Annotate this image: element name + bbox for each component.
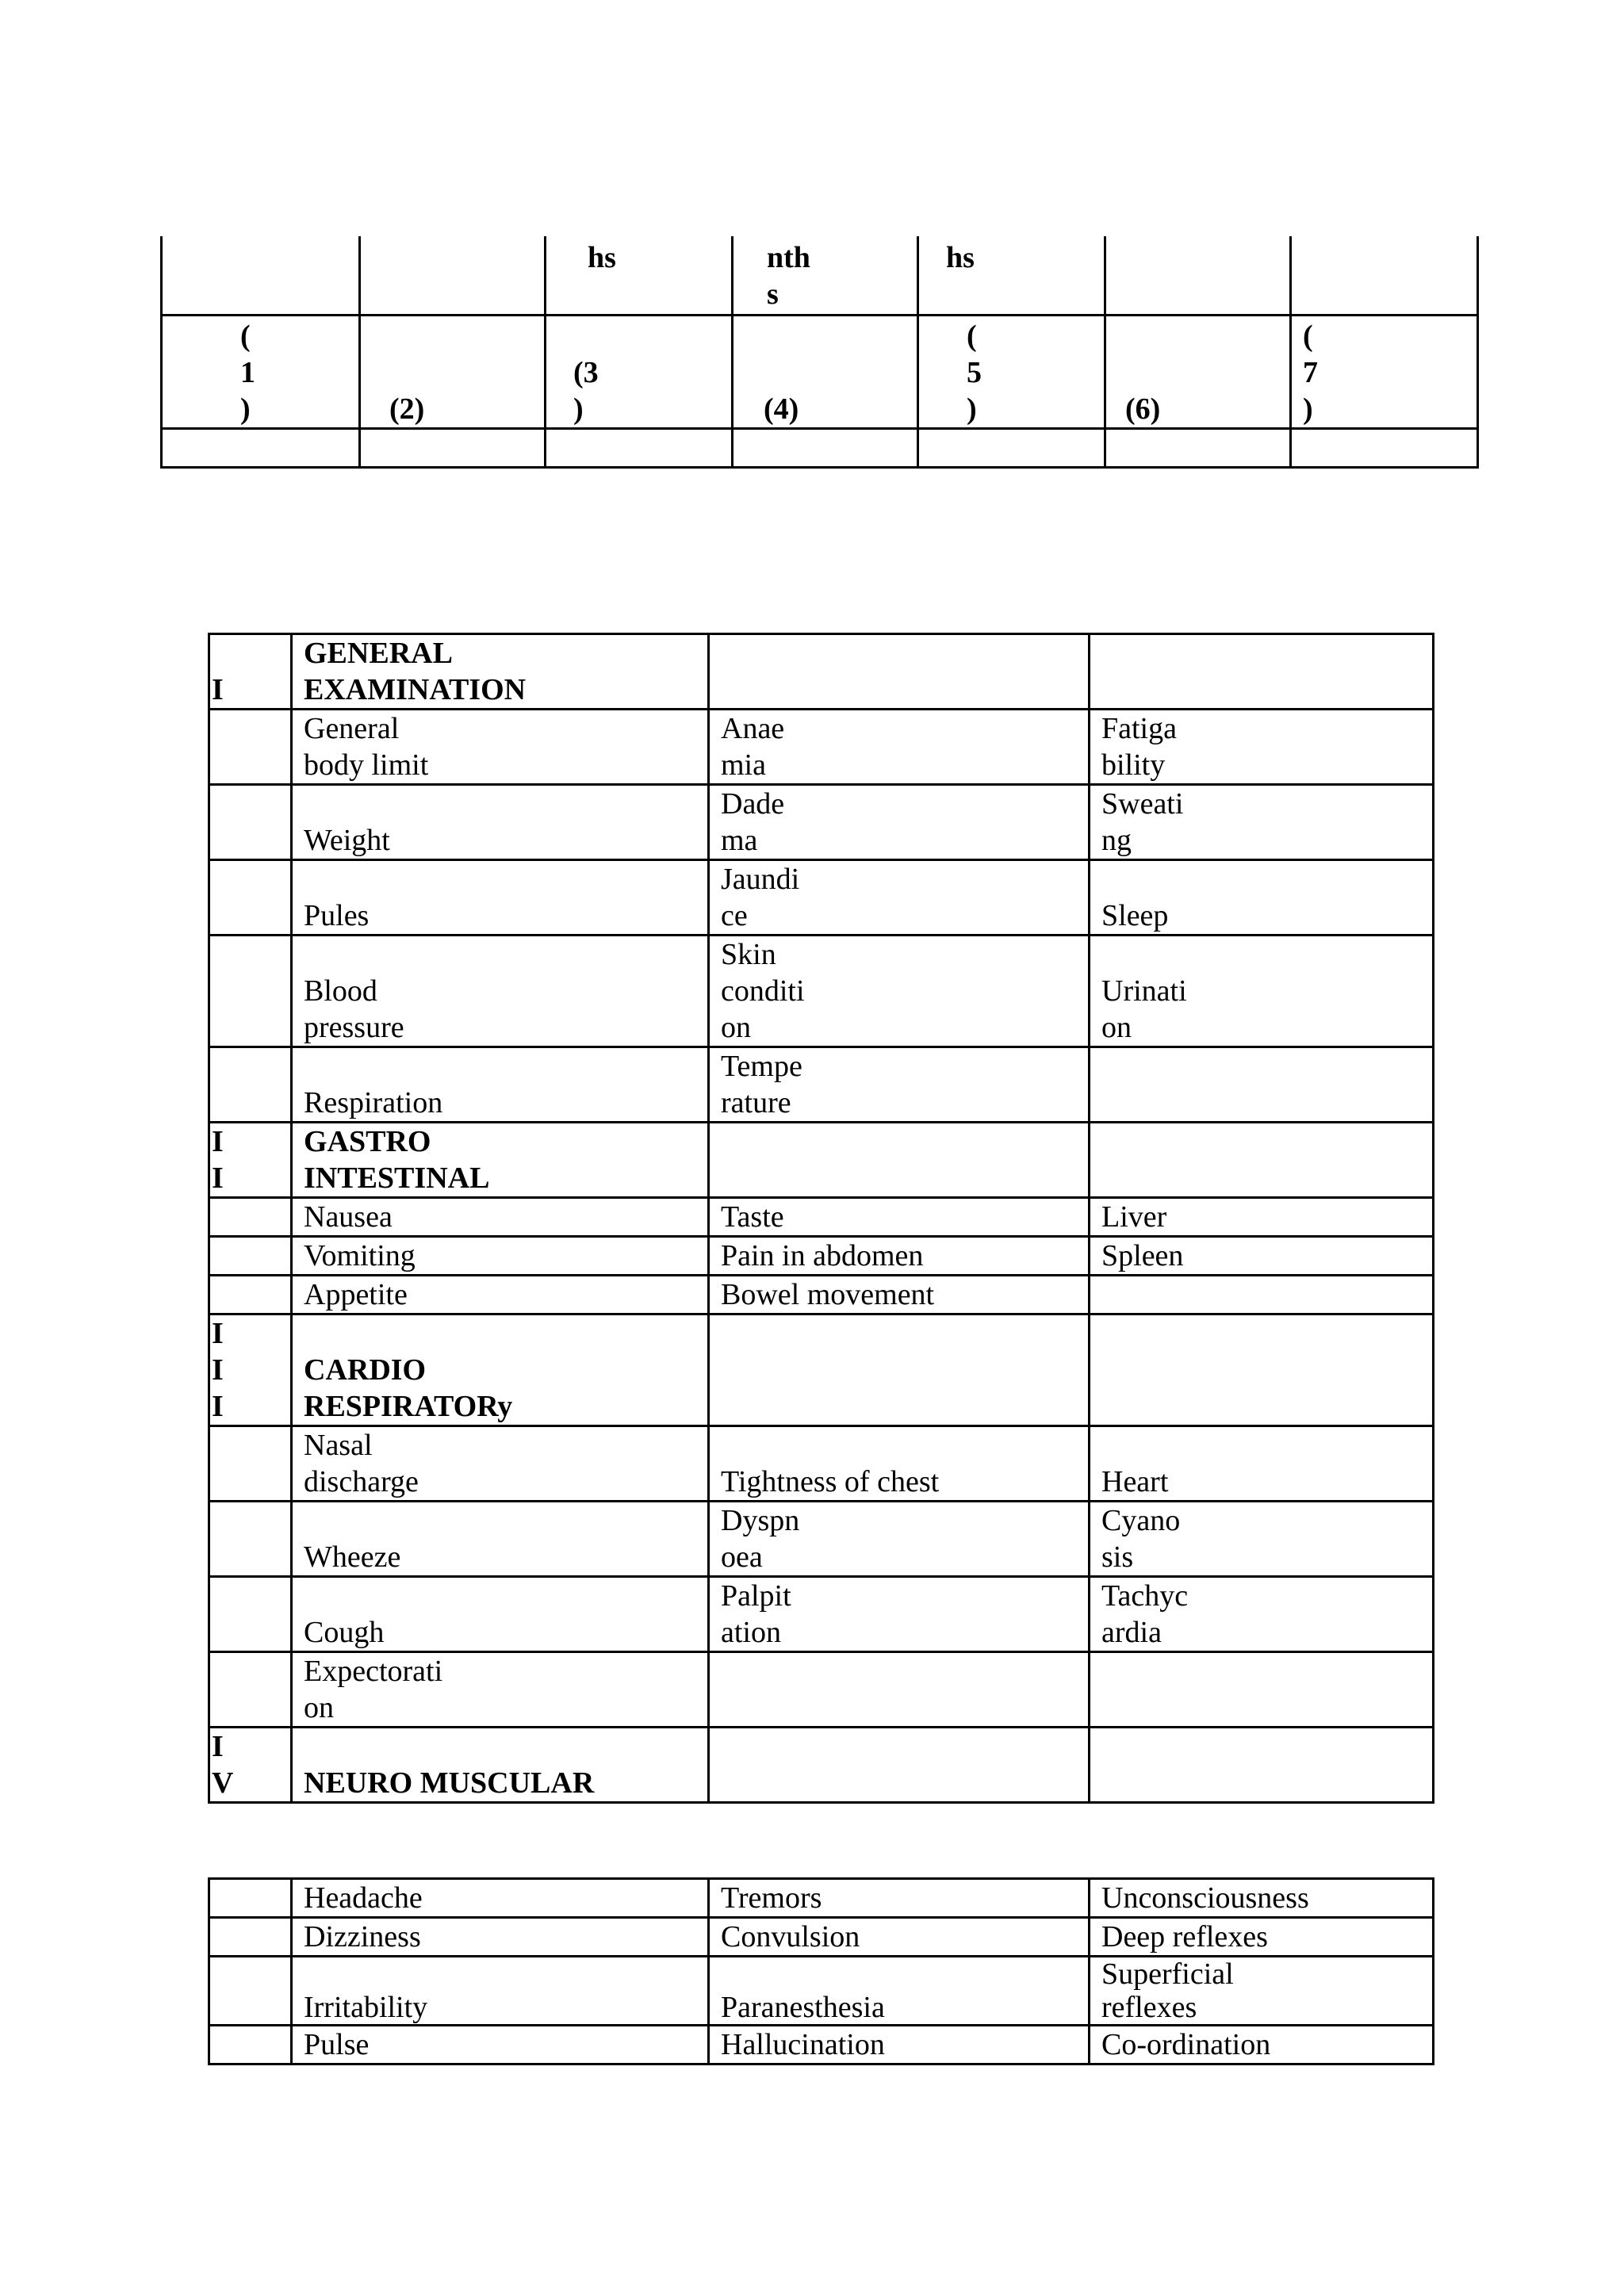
item-label: Vomiting — [292, 1237, 709, 1276]
item-label — [709, 1123, 1090, 1198]
item-label: Pulse — [292, 2026, 709, 2064]
empty-cell — [546, 429, 733, 468]
item-label — [1090, 1123, 1434, 1198]
exam-row — [209, 1426, 1434, 1502]
item-label — [1090, 634, 1434, 710]
column-number-2: (2) — [360, 316, 546, 429]
header-cell-4: nth s — [733, 236, 918, 316]
header-cell-1 — [162, 236, 360, 316]
item-label: Liver — [1090, 1198, 1434, 1237]
section-number — [209, 1918, 292, 1957]
empty-row — [162, 429, 1478, 468]
neuro-muscular-table — [208, 1877, 1434, 2065]
exam-row — [209, 860, 1434, 936]
neuro-row — [209, 2026, 1434, 2064]
section-title: GASTRO INTESTINAL — [292, 1123, 709, 1198]
item-label: Sweati ng — [1090, 785, 1434, 860]
section-number — [209, 1879, 292, 1918]
column-number-7: ( 7 ) — [1291, 316, 1478, 429]
examination-table — [208, 633, 1434, 1804]
empty-cell — [1105, 429, 1291, 468]
item-label: Tremors — [709, 1879, 1090, 1918]
item-label: Wheeze — [292, 1502, 709, 1577]
item-label: Palpit ation — [709, 1577, 1090, 1652]
item-label: Dyspn oea — [709, 1502, 1090, 1577]
item-label: Weight — [292, 785, 709, 860]
header-cell-2 — [360, 236, 546, 316]
item-label: Nausea — [292, 1198, 709, 1237]
section-title: CARDIO RESPIRATORy — [292, 1314, 709, 1426]
exam-row — [209, 1502, 1434, 1577]
item-label: Dade ma — [709, 785, 1090, 860]
item-label: Appetite — [292, 1276, 709, 1314]
section-number — [209, 785, 292, 860]
section-heading-row — [209, 1728, 1434, 1803]
item-label: Unconsciousness — [1090, 1879, 1434, 1918]
section-heading-row — [209, 634, 1434, 710]
item-label — [709, 1314, 1090, 1426]
neuro-row — [209, 1918, 1434, 1957]
section-number — [209, 1237, 292, 1276]
column-number-6: (6) — [1105, 316, 1291, 429]
item-label: Spleen — [1090, 1237, 1434, 1276]
item-label: Hallucination — [709, 2026, 1090, 2064]
column-number-4: (4) — [733, 316, 918, 429]
item-label: Skin conditi on — [709, 936, 1090, 1047]
item-label: General body limit — [292, 710, 709, 785]
section-number — [209, 1502, 292, 1577]
column-number-3: (3 ) — [546, 316, 733, 429]
empty-cell — [360, 429, 546, 468]
item-label: Bowel movement — [709, 1276, 1090, 1314]
section-number: I — [209, 634, 292, 710]
section-number — [209, 860, 292, 936]
item-label: Headache — [292, 1879, 709, 1918]
item-label: Paranesthesia — [709, 1957, 1090, 2026]
exam-row — [209, 1198, 1434, 1237]
exam-row — [209, 936, 1434, 1047]
item-label: Cough — [292, 1577, 709, 1652]
section-title: GENERAL EXAMINATION — [292, 634, 709, 710]
section-number — [209, 1426, 292, 1502]
section-number — [209, 1957, 292, 2026]
item-label: Heart — [1090, 1426, 1434, 1502]
section-heading-row — [209, 1123, 1434, 1198]
empty-cell — [733, 429, 918, 468]
section-number — [209, 1198, 292, 1237]
item-label: Dizziness — [292, 1918, 709, 1957]
item-label: Nasal discharge — [292, 1426, 709, 1502]
exam-row — [209, 1047, 1434, 1123]
item-label — [709, 634, 1090, 710]
item-label: Superficial reflexes — [1090, 1957, 1434, 2026]
item-label: Pain in abdomen — [709, 1237, 1090, 1276]
section-number — [209, 2026, 292, 2064]
header-fragment-row — [162, 236, 1478, 316]
column-number-5: ( 5 ) — [918, 316, 1105, 429]
exam-row — [209, 1652, 1434, 1728]
header-cell-6 — [1105, 236, 1291, 316]
section-number: I V — [209, 1728, 292, 1803]
item-label — [1090, 1314, 1434, 1426]
item-label: Taste — [709, 1198, 1090, 1237]
exam-row — [209, 710, 1434, 785]
section-number — [209, 1276, 292, 1314]
exam-row — [209, 1276, 1434, 1314]
item-label: Sleep — [1090, 860, 1434, 936]
item-label: Tightness of chest — [709, 1426, 1090, 1502]
section-heading-row — [209, 1314, 1434, 1426]
section-number — [209, 936, 292, 1047]
item-label: Jaundi ce — [709, 860, 1090, 936]
item-label: Tempe rature — [709, 1047, 1090, 1123]
column-number-row — [162, 316, 1478, 429]
item-label: Co-ordination — [1090, 2026, 1434, 2064]
item-label: Blood pressure — [292, 936, 709, 1047]
item-label: Anae mia — [709, 710, 1090, 785]
item-label — [1090, 1652, 1434, 1728]
exam-row — [209, 1577, 1434, 1652]
exam-row — [209, 1237, 1434, 1276]
item-label — [709, 1728, 1090, 1803]
section-number — [209, 1047, 292, 1123]
neuro-row — [209, 1957, 1434, 2026]
empty-cell — [918, 429, 1105, 468]
header-cell-7 — [1291, 236, 1478, 316]
item-label — [1090, 1728, 1434, 1803]
item-label — [1090, 1276, 1434, 1314]
section-number — [209, 1577, 292, 1652]
item-label: Convulsion — [709, 1918, 1090, 1957]
item-label: Respiration — [292, 1047, 709, 1123]
item-label — [1090, 1047, 1434, 1123]
empty-cell — [162, 429, 360, 468]
section-number: I I I — [209, 1314, 292, 1426]
item-label: Tachyc ardia — [1090, 1577, 1434, 1652]
section-number — [209, 1652, 292, 1728]
header-cell-3: hs — [546, 236, 733, 316]
item-label: Urinati on — [1090, 936, 1434, 1047]
exam-row — [209, 785, 1434, 860]
item-label: Pules — [292, 860, 709, 936]
section-number — [209, 710, 292, 785]
section-number: I I — [209, 1123, 292, 1198]
section-title: NEURO MUSCULAR — [292, 1728, 709, 1803]
item-label: Deep reflexes — [1090, 1918, 1434, 1957]
column-number-1: ( 1 ) — [162, 316, 360, 429]
empty-cell — [1291, 429, 1478, 468]
item-label: Expectorati on — [292, 1652, 709, 1728]
item-label — [709, 1652, 1090, 1728]
neuro-row — [209, 1879, 1434, 1918]
header-cell-5: hs — [918, 236, 1105, 316]
item-label: Irritability — [292, 1957, 709, 2026]
top-table — [160, 236, 1479, 469]
item-label: Fatiga bility — [1090, 710, 1434, 785]
item-label: Cyano sis — [1090, 1502, 1434, 1577]
